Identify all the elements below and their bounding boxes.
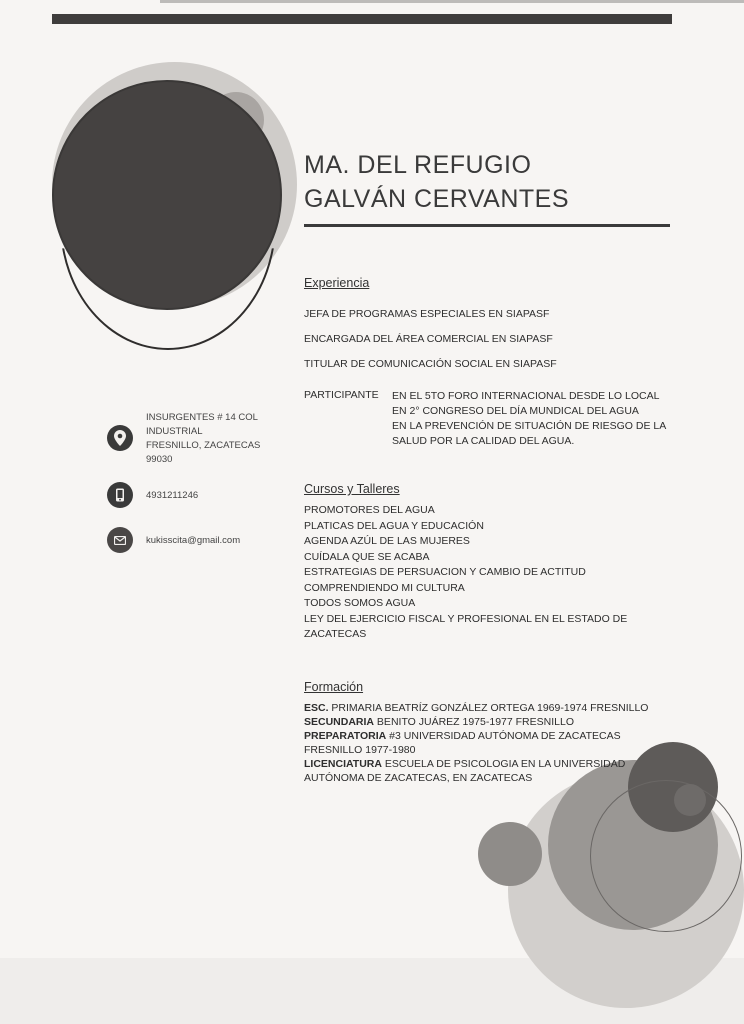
address-line: INDUSTRIAL	[146, 426, 203, 437]
address-line: INSURGENTES # 14 COL	[146, 412, 258, 423]
curso-item: ZACATECAS	[304, 628, 367, 640]
formacion-entry	[304, 701, 648, 715]
experiencia-item: JEFA DE PROGRAMAS ESPECIALES EN SIAPASF	[304, 308, 550, 320]
decor-circle-br-outline	[590, 780, 742, 932]
address-line: 99030	[146, 454, 173, 465]
phone-icon	[107, 482, 133, 508]
experiencia-item: TITULAR DE COMUNICACIÓN SOCIAL EN SIAPASF	[304, 358, 557, 370]
address-block	[146, 411, 260, 467]
cursos-heading: Cursos y Talleres	[304, 482, 400, 496]
formacion-level: ESC.	[304, 702, 329, 714]
formacion-list	[304, 701, 648, 785]
curso-item: AGENDA AZÚL DE LAS MUJERES	[304, 535, 470, 547]
formacion-level: SECUNDARIA	[304, 716, 375, 728]
formacion-detail: PRIMARIA BEATRÍZ GONZÁLEZ ORTEGA 1969-1974 FRESNILLO	[328, 702, 649, 714]
participante-line: EN EL 5TO FORO INTERNACIONAL DESDE LO LOCAL	[392, 390, 660, 402]
name-underline	[304, 224, 670, 227]
name-line-2: GALVÁN CERVANTES	[304, 185, 570, 213]
experiencia-heading: Experiencia	[304, 276, 370, 290]
decor-circle-br-left	[478, 822, 542, 886]
curso-item: PLATICAS DEL AGUA Y EDUCACIÓN	[304, 519, 484, 532]
phone-number: 4931211246	[146, 490, 199, 501]
scan-top-edge	[160, 0, 744, 3]
email-address: kukisscita@gmail.com	[146, 535, 241, 546]
formacion-level: LICENCIATURA	[304, 758, 382, 770]
name-line-1: MA. DEL REFUGIO	[304, 151, 532, 179]
curso-item: ESTRATEGIAS DE PERSUACION Y CAMBIO DE ACTITUD	[304, 566, 586, 578]
candidate-name	[304, 148, 569, 216]
formacion-detail: AUTÓNOMA DE ZACATECAS, EN ZACATECAS	[304, 772, 533, 784]
formacion-detail: #3 UNIVERSIDAD AUTÓNOMA DE ZACATECAS	[386, 730, 621, 742]
mail-icon	[107, 527, 133, 553]
location-pin-icon	[107, 425, 133, 451]
formacion-entry	[304, 729, 648, 743]
formacion-level: PREPARATORIA	[304, 730, 387, 742]
decor-circle-br-small	[674, 784, 706, 816]
formacion-detail: ESCUELA DE PSICOLOGIA EN LA UNIVERSIDAD	[381, 758, 626, 770]
formacion-heading: Formación	[304, 680, 364, 694]
formacion-entry	[304, 715, 648, 729]
curso-item: CUÍDALA QUE SE ACABA	[304, 550, 430, 563]
experiencia-item: ENCARGADA DEL ÁREA COMERCIAL EN SIAPASF	[304, 333, 553, 345]
formacion-detail: BENITO JUÁREZ 1975-1977 FRESNILLO	[374, 716, 574, 728]
formacion-detail: FRESNILLO 1977-1980	[304, 744, 416, 756]
header-bar	[52, 14, 672, 24]
curso-item: TODOS SOMOS AGUA	[304, 597, 416, 609]
participante-details	[392, 389, 666, 449]
participante-line: SALUD POR LA CALIDAD DEL AGUA.	[392, 435, 575, 447]
formacion-entry	[304, 771, 648, 785]
participante-label: PARTICIPANTE	[304, 389, 379, 401]
participante-line: EN LA PREVENCIÓN DE SITUACIÓN DE RIESGO DE LA	[392, 420, 667, 432]
curso-item: LEY DEL EJERCICIO FISCAL Y PROFESIONAL EN EL ESTADO DE	[304, 612, 628, 625]
address-line: FRESNILLO, ZACATECAS	[146, 440, 261, 451]
cursos-list	[304, 503, 627, 643]
curso-item: COMPRENDIENDO MI CULTURA	[304, 581, 465, 594]
curso-item: PROMOTORES DEL AGUA	[304, 504, 435, 516]
formacion-entry	[304, 757, 648, 771]
formacion-entry	[304, 743, 648, 757]
participante-line: EN 2° CONGRESO DEL DÍA MUNDICAL DEL AGUA	[392, 405, 639, 417]
